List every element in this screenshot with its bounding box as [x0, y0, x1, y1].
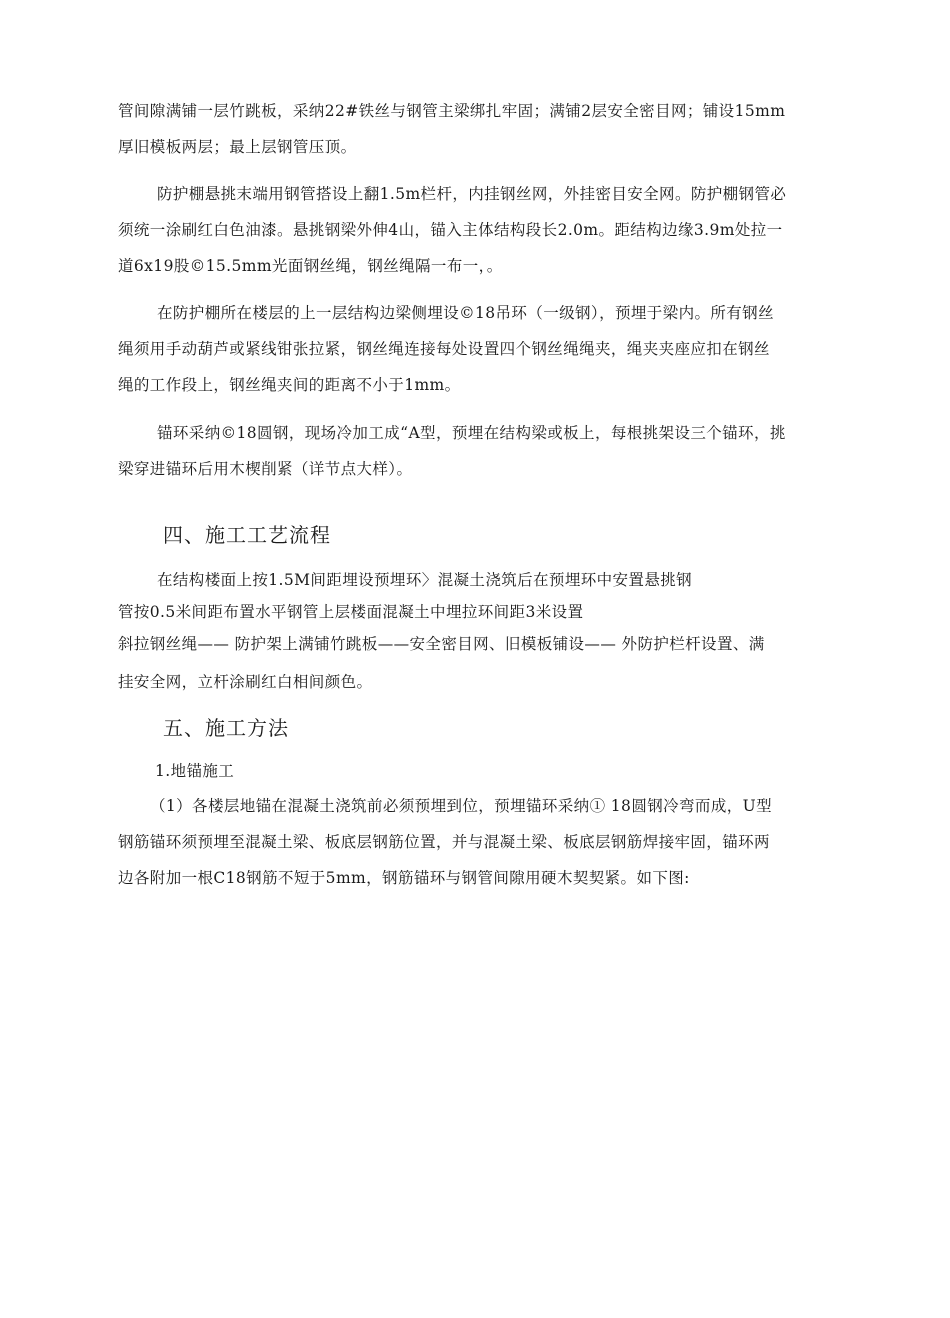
- section-4-heading: 四、施工工艺流程: [163, 523, 331, 547]
- section-5-item-1-line-3: 边各附加一根C18钢筋不短于5mm，钢筋锚环与钢管间隙用硬木契契紧。如下图:: [118, 869, 690, 887]
- section-5-heading: 五、施工方法: [163, 716, 289, 740]
- section-5-subheading: 1.地锚施工: [155, 762, 235, 780]
- paragraph-4-line-2: 梁穿进锚环后用木楔削紧（详节点大样）。: [118, 460, 413, 478]
- section-4-line-3: 斜拉钢丝绳—— 防护架上满铺竹跳板——安全密目网、旧模板铺设—— 外防护栏杆设置、满: [118, 635, 765, 653]
- paragraph-3-line-3: 绳的工作段上，钢丝绳夹间的距离不小于1mm。: [118, 376, 461, 394]
- paragraph-2-line-3: 道6x19股©15.5mm光面钢丝绳，钢丝绳隔一布一，。: [118, 257, 503, 275]
- section-4-line-4: 挂安全网，立杆涂刷红白相间颜色。: [118, 673, 373, 691]
- paragraph-1-line-1: 管间隙满铺一层竹跳板，采纳22#铁丝与钢管主梁绑扎牢固；满铺2层安全密目网；铺设15mm: [118, 102, 786, 120]
- section-5-item-1-line-1: （1）各楼层地锚在混凝土浇筑前必须预埋到位，预埋锚环采纳① 18圆钢冷弯而成，U型: [150, 797, 772, 815]
- paragraph-1-line-2: 厚旧模板两层；最上层钢管压顶。: [118, 138, 357, 156]
- section-4-line-1: 在结构楼面上按1.5M间距埋设预埋环〉混凝土浇筑后在预埋环中安置悬挑钢: [157, 571, 693, 589]
- paragraph-3-line-1: 在防护棚所在楼层的上一层结构边梁侧埋设©18吊环（一级钢），预埋于梁内。所有钢丝: [157, 304, 774, 322]
- section-4-line-2: 管按0.5米间距布置水平钢管上层楼面混凝土中埋拉环间距3米设置: [118, 603, 584, 621]
- paragraph-2-line-1: 防护棚悬挑末端用钢管搭设上翻1.5m栏杆，内挂钢丝网，外挂密目安全网。防护棚钢管必: [157, 185, 787, 203]
- paragraph-2-line-2: 须统一涂刷红白色油漆。悬挑钢梁外伸4山，锚入主体结构段长2.0m。距结构边缘3.9m处拉一: [118, 221, 783, 239]
- paragraph-4-line-1: 锚环采纳©18圆钢，现场冷加工成“A型，预埋在结构梁或板上，每根挑架设三个锚环，挑: [157, 424, 786, 442]
- paragraph-3-line-2: 绳须用手动葫芦或紧线钳张拉紧，钢丝绳连接每处设置四个钢丝绳绳夹，绳夹夹座应扣在钢丝: [118, 340, 770, 358]
- section-5-item-1-line-2: 钢筋锚环须预埋至混凝土梁、板底层钢筋位置，并与混凝土梁、板底层钢筋焊接牢固，锚环两: [118, 833, 770, 851]
